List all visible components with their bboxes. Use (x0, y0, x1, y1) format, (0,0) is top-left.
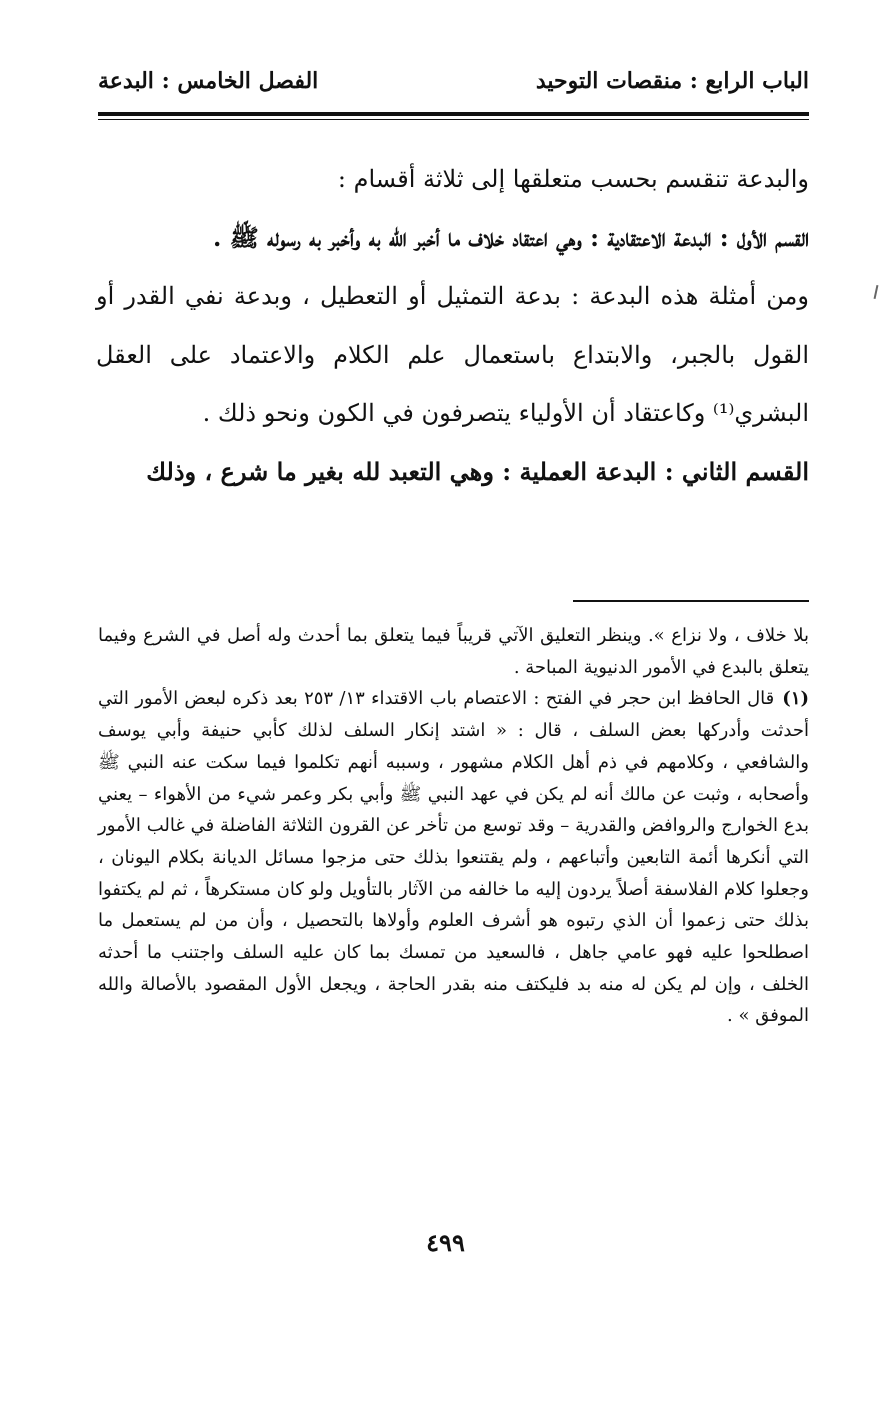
main-text (96, 150, 809, 501)
header-rule-thin (98, 119, 809, 120)
section-title: الفصل الخامس : البدعة (98, 68, 319, 94)
paragraph-section-one: القسم الأول : البدعة الاعتقادية : وهي اعتقاد خلاف ما أخبر الله به وأخبر به رسوله ﷺ . (213, 222, 809, 252)
footnotes (98, 620, 809, 1032)
header-rule-thick (98, 112, 809, 116)
footnote-separator (573, 600, 809, 602)
page-number: ٤٩٩ (426, 1228, 465, 1257)
paragraph-examples: ومن أمثلة هذه البدعة : بدعة التمثيل أو التعطيل ، وبدعة نفي القدر أو القول بالجبر، والابتداع باستعمال علم الكلام والاعتماد على العقل البشري⁽¹⁾ وكاعتقاد أن الأولياء يتصرفون في الكون ونحو ذلك . (96, 282, 809, 427)
margin-mark (874, 285, 879, 299)
running-header (98, 64, 809, 104)
paragraph-intro: والبدعة تنقسم بحسب متعلقها إلى ثلاثة أقسام : (337, 165, 809, 193)
footnote-1-text: قال الحافظ ابن حجر في الفتح : الاعتصام باب الاقتداء ١٣/ ٢٥٣ بعد ذكره لبعض الأمور التي أحدثت وأدركها بعض السلف ، قال : « اشتد إنكار السلف لذلك كأبي حنيفة وأبي يوسف والشافعي ، وكلامهم في ذم أهل الكلام مشهور ، وسببه أنهم تكلموا فيما سكت عنه النبي ﷺ وأصحابه ، وثبت عن مالك أنه لم يكن في عهد النبي ﷺ وأبي بكر وعمر شيء من الأهواء – يعني بدع الخوارج والروافض والقدرية – وقد توسع من تأخر عن القرون الثلاثة الفاضلة في غالب الأمور التي أنكرها أئمة التابعين وأتباعهم ، ولم يقتنعوا بذلك حتى مزجوا مسائل الديانة بكلام اليونان ، وجعلوا كلام الفلاسفة أصلاً يردون إليه ما خالفه من الآثار بالتأويل ولو كان مستكرهاً ، ثم لم يكتفوا بذلك حتى زعموا أن الذي رتبوه هو أشرف العلوم وأولاها بالتحصيل ، وأن من لم يستعمل ما اصطلحوا عليه فهو عامي جاهل ، فالسعيد من تمسك بما كان عليه السلف واجتنب ما أحدثه الخلف ، وإن لم يكن له منه بد فليكتف منه بقدر الحاجة ، ويجعل الأول المقصود بالأصالة والله الموفق » . (98, 688, 809, 1027)
footnote-1 (98, 683, 809, 1032)
footnote-continuation: بلا خلاف ، ولا نزاع ». وينظر التعليق الآتي قريباً فيما يتعلق بما أحدث وله أصل في الشرع وفيما يتعلق بالبدع في الأمور الدنيوية المباحة . (98, 625, 809, 678)
paragraph-section-two: القسم الثاني : البدعة العملية : وهي التعبد لله بغير ما شرع ، وذلك (146, 456, 809, 486)
chapter-title: الباب الرابع : منقصات التوحيد (535, 68, 809, 94)
footnote-1-number: (١) (782, 688, 810, 710)
